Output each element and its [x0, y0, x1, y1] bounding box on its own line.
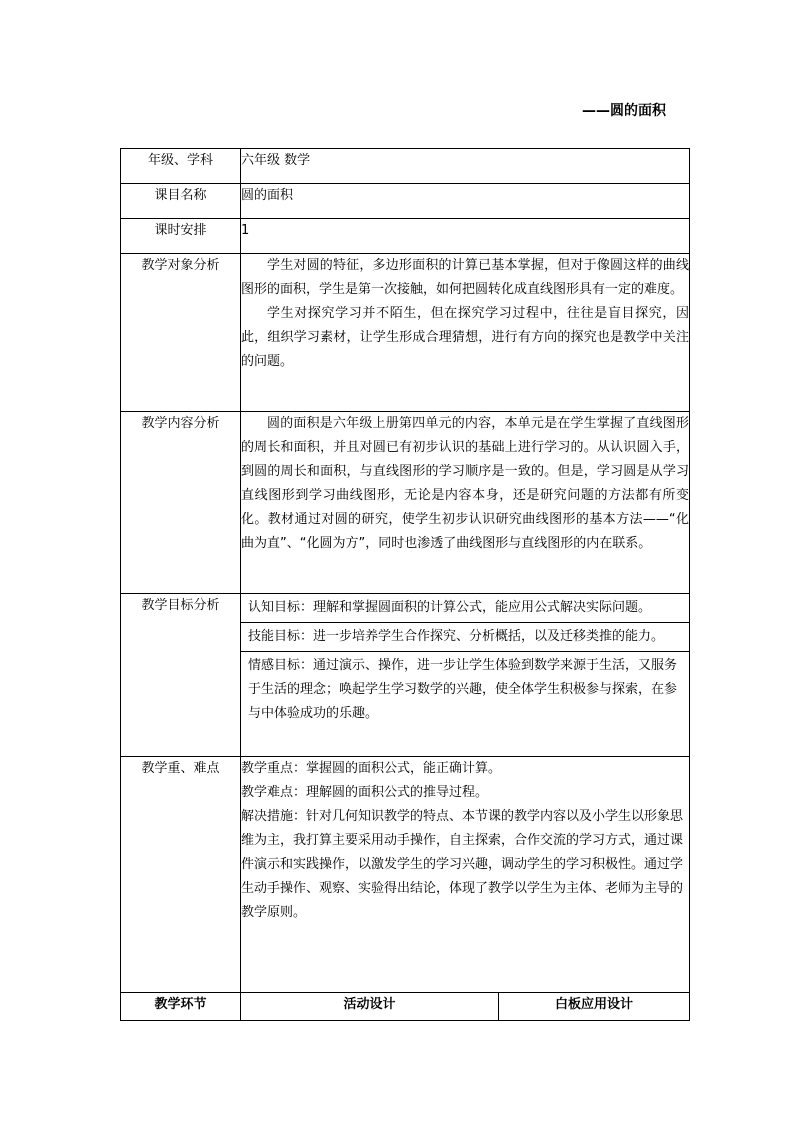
focus-difficulty: 教学难点：理解圆的面积公式的推导过程。 [241, 785, 489, 800]
focus-key-point: 教学重点：掌握圆的面积公式，能正确计算。 [241, 761, 502, 776]
focus-content [241, 757, 690, 993]
course-value: 圆的面积 [241, 184, 690, 219]
document-title: ——圆的面积 [582, 103, 666, 119]
lesson-plan-table [120, 148, 690, 1021]
row-period [121, 219, 690, 254]
period-label: 课时安排 [121, 219, 241, 254]
header-stage: 教学环节 [121, 993, 241, 1021]
row-grade [121, 149, 690, 184]
header-whiteboard: 白板应用设计 [499, 993, 690, 1021]
goals-content [241, 594, 690, 757]
learner-paragraph: 学生对探究学习并不陌生，但在探究学习过程中，往往是盲目探究，因此，组织学习素材，让学生形成合理猜想，进行有方向的探究也是教学中关注的问题。 [241, 306, 690, 369]
course-label: 课目名称 [121, 184, 241, 219]
goal-emotion: 情感目标：通过演示、操作，进一步让学生体验到数学来源于生活，又服务于生活的理念；唤起学生学习数学的兴趣，使全体学生积极参与探索，在参与中体验成功的乐趣。 [248, 658, 678, 721]
grade-value: 六年级 数学 [241, 149, 690, 184]
period-value: 1 [241, 219, 690, 254]
row-goals [121, 594, 690, 757]
row-table-header [121, 993, 690, 1021]
goals-label: 教学目标分析 [121, 594, 241, 757]
content-analysis-label: 教学内容分析 [121, 412, 241, 594]
header-activity: 活动设计 [241, 993, 499, 1021]
learner-analysis-content [241, 254, 690, 412]
row-content-analysis [121, 412, 690, 594]
content-analysis-content [241, 412, 690, 594]
row-focus [121, 757, 690, 993]
focus-label: 教学重、难点 [121, 757, 241, 993]
row-course [121, 184, 690, 219]
focus-solution: 解决措施：针对几何知识教学的特点、本节课的教学内容以及小学生以形象思维为主，我打算主要采用动手操作，自主探索，合作交流的学习方式，通过课件演示和实践操作，以激发学生的学习兴趣，调动学生的学习积极性。通过学生动手操作、观察、实验得出结论，体现了教学以学生为主体、老师为主导的教学原则。 [241, 809, 684, 920]
grade-label: 年级、学科 [121, 149, 241, 184]
goal-cognitive: 认知目标：理解和掌握圆面积的计算公式，能应用公式解决实际问题。 [241, 594, 689, 623]
learner-paragraph: 学生对圆的特征，多边形面积的计算已基本掌握，但对于像圆这样的曲线图形的面积，学生是第一次接触，如何把圆转化成直线图形具有一定的难度。 [241, 258, 690, 297]
row-learner-analysis [121, 254, 690, 412]
goal-skill: 技能目标：进一步培养学生合作探究、分析概括，以及迁移类推的能力。 [241, 623, 689, 652]
learner-analysis-label: 教学对象分析 [121, 254, 241, 412]
content-paragraph: 圆的面积是六年级上册第四单元的内容，本单元是在学生掌握了直线图形的周长和面积，并且对圆已有初步认识的基础上进行学习的。从认识圆入手，到圆的周长和面积，与直线图形的学习顺序是一致的。但是，学习圆是从学习直线图形到学习曲线图形，无论是内容本身，还是研究问题的方法都有所变化。教材通过对圆的研究，使学生初步认识研究曲线图形的基本方法——“化曲为直”、“化圆为方”，同时也渗透了曲线图形与直线图形的内在联系。 [241, 416, 690, 551]
